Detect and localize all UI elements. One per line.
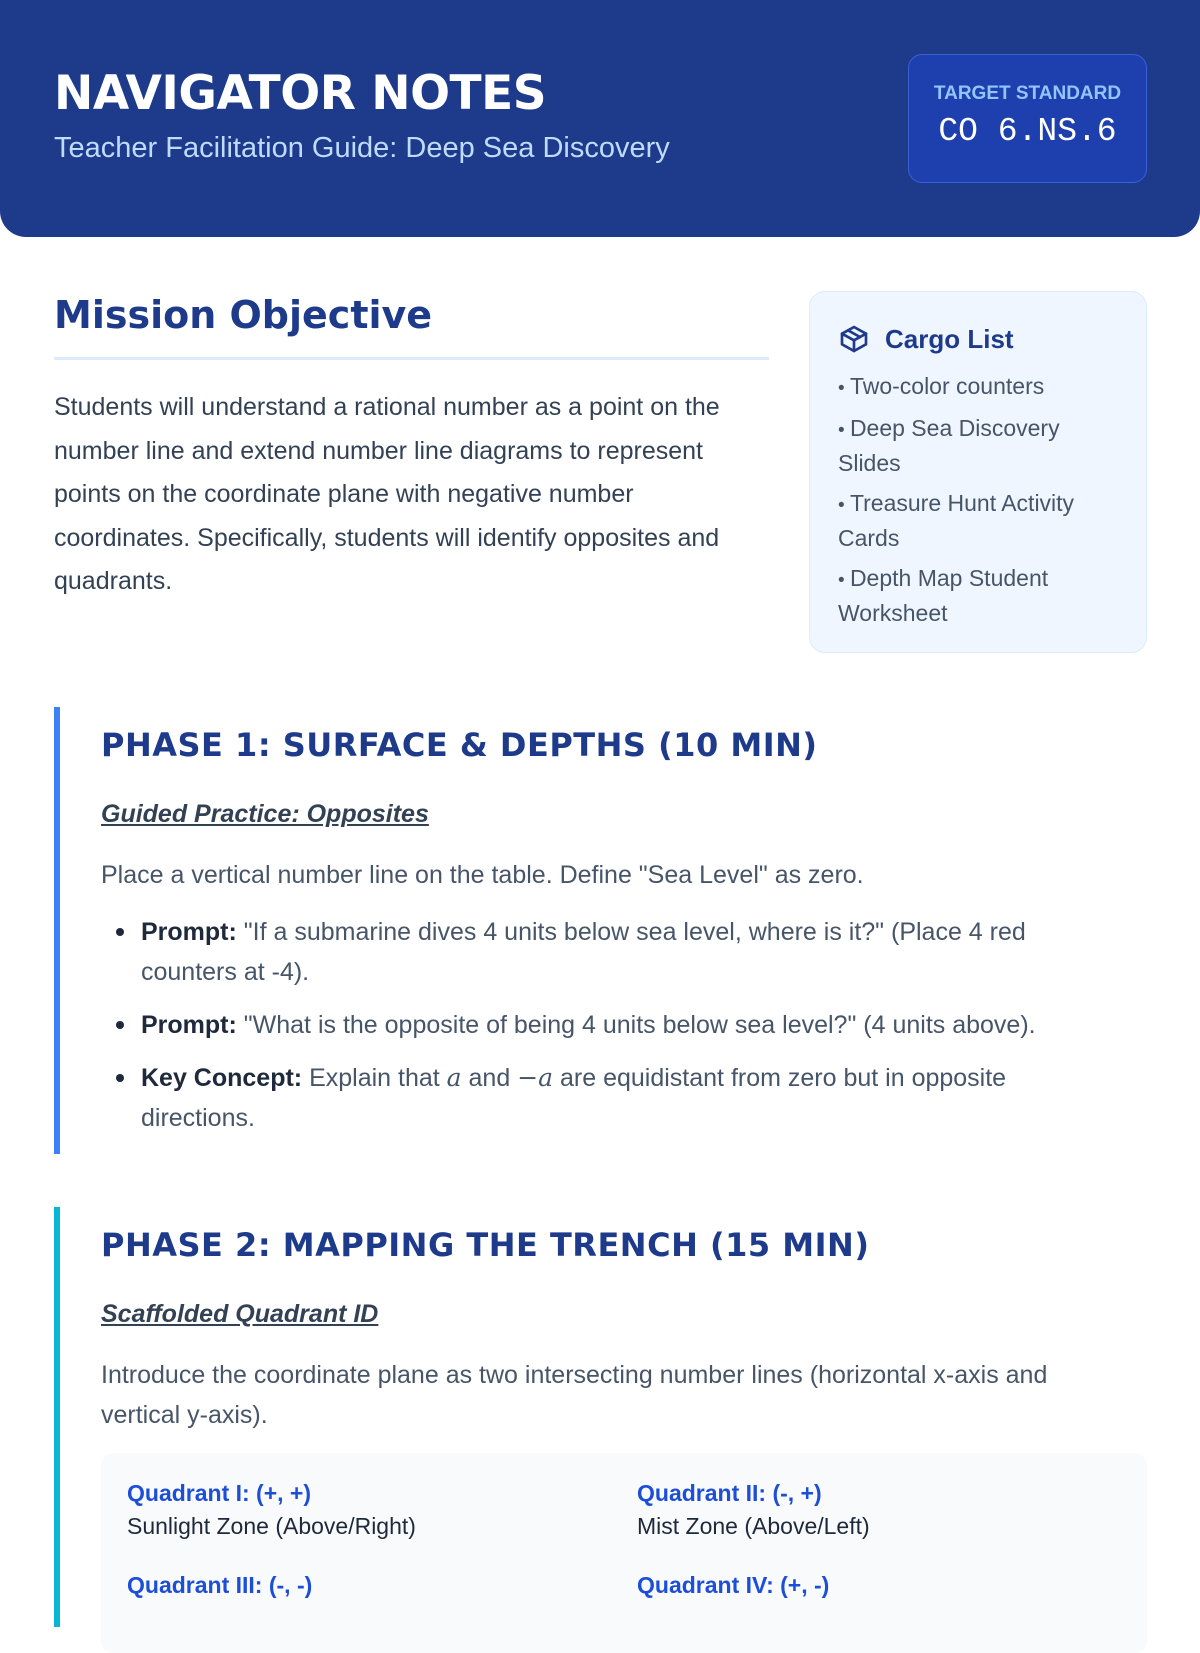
cargo-item: • Treasure Hunt Activity Cards [838,487,1128,555]
cargo-item: • Depth Map Student Worksheet [838,562,1128,630]
page-subtitle: Teacher Facilitation Guide: Deep Sea Discovery [54,132,670,164]
phase-1-subtitle: Guided Practice: Opposites [101,800,429,828]
phase-1-section [54,707,1147,1154]
quadrant-desc: Mist Zone (Above/Left) [637,1513,870,1539]
list-item [101,1058,1121,1138]
cargo-item: • Deep Sea Discovery Slides [838,412,1128,480]
prompt-text: "If a submarine dives 4 units below sea level, where is it?" (Place 4 red counters at -4). [141,918,1026,986]
quadrant-name: Quadrant I: (+, +) [127,1480,312,1506]
page-header [0,0,1200,237]
bullet-icon [116,1021,124,1029]
quadrant-4 [637,1569,1117,1601]
phase-1-intro: Place a vertical number line on the table. Define "Sea Level" as zero. [101,861,864,889]
objective-divider [54,357,769,360]
list-item [101,912,1121,992]
quadrant-grid [101,1453,1147,1653]
bullet-icon [116,1074,124,1082]
box-icon [838,323,870,355]
objective-heading: Mission Objective [54,293,433,337]
list-item [101,1005,1121,1045]
quadrant-3 [127,1569,607,1601]
target-standard-label: TARGET STANDARD [933,83,1122,104]
bullet-icon [116,928,124,936]
objective-text: Students will understand a rational number as a point on the number line and extend number line diagrams to represent points on the coordinate plane with negative number coordinates. Specifically, students will identify opposites and quadrants. [54,393,720,595]
cargo-list-title: Cargo List [885,324,1014,354]
key-concept-text: Explain that [302,1064,447,1092]
quadrant-name: Quadrant II: (-, +) [637,1480,822,1506]
phase-2-title: PHASE 2: MAPPING THE TRENCH (15 MIN) [101,1226,870,1264]
page-title: NAVIGATOR NOTES [54,66,547,121]
quadrant-name: Quadrant III: (-, -) [127,1572,313,1598]
quadrant-name: Quadrant IV: (+, -) [637,1572,830,1598]
quadrant-1 [127,1477,607,1543]
key-concept-text: are equidistant from zero but in opposite directions. [141,1064,1007,1132]
cargo-list-card [809,291,1147,653]
key-concept-label: Key Concept: [141,1064,303,1092]
quadrant-desc: Sunlight Zone (Above/Right) [127,1513,416,1539]
phase-1-prompts [101,912,1121,1151]
phase-2-intro: Introduce the coordinate plane as two intersecting number lines (horizontal x-axis and vertical y-axis). [101,1361,1048,1429]
target-standard-code: CO 6.NS.6 [938,113,1117,150]
phase-2-subtitle: Scaffolded Quadrant ID [101,1300,379,1328]
math-a: a [446,1063,462,1092]
cargo-items [838,370,1128,637]
target-standard-card [908,54,1147,183]
quadrant-2 [637,1477,1117,1543]
prompt-text: "What is the opposite of being 4 units below sea level?" (4 units above). [236,1011,1036,1039]
phase-1-title: PHASE 1: SURFACE & DEPTHS (10 MIN) [101,726,818,764]
math-neg-a: −a [517,1063,554,1092]
prompt-label: Prompt: [141,918,237,946]
cargo-item: • Two-color counters [838,370,1128,405]
key-concept-text: and [461,1064,518,1092]
phase-2-section [54,1207,1147,1627]
prompt-label: Prompt: [141,1011,237,1039]
